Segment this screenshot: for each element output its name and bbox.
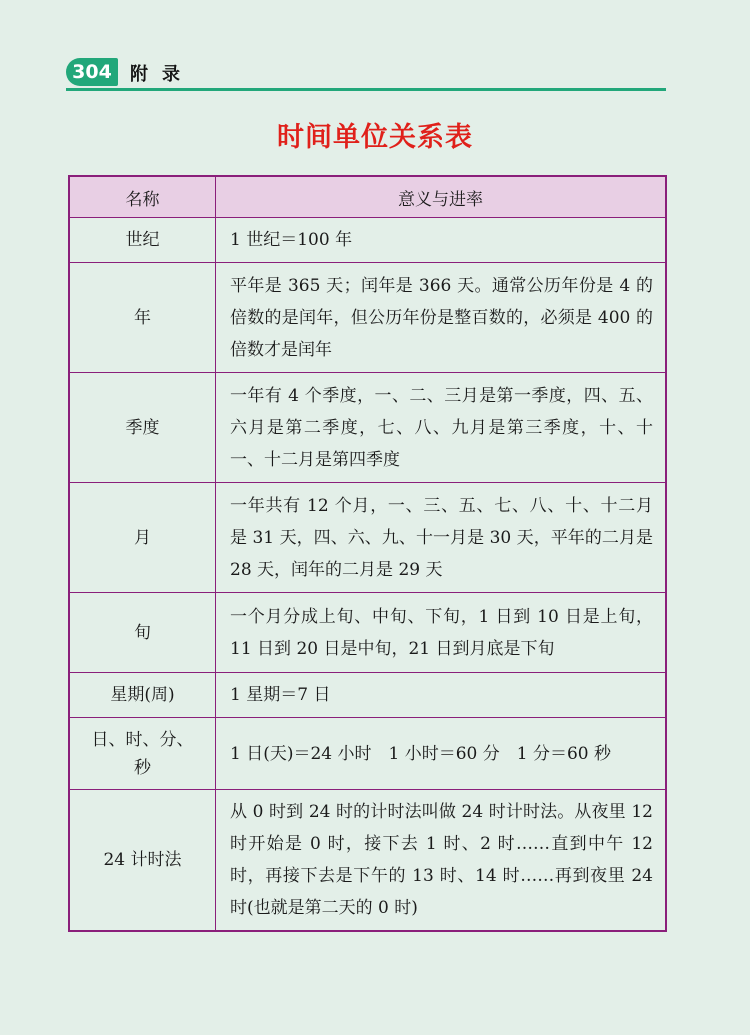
section-label: 附录	[130, 64, 194, 85]
table-row	[69, 218, 666, 263]
row-desc: 1 星期＝7 日	[216, 673, 667, 718]
row-name: 年	[69, 263, 216, 373]
row-desc: 1 世纪＝100 年	[216, 218, 667, 263]
page-title: 时间单位关系表	[277, 122, 473, 153]
row-name: 星期(周)	[69, 673, 216, 718]
table-row	[69, 263, 666, 373]
row-desc: 一个月分成上旬、中旬、下旬，1 日到 10 日是上旬，11 日到 20 日是中旬，21 日到月底是下旬	[216, 593, 667, 673]
table-row	[69, 718, 666, 790]
header-rule	[66, 88, 666, 91]
table-row	[69, 790, 666, 932]
row-desc: 一年有 4 个季度，一、二、三月是第一季度，四、五、六月是第二季度，七、八、九月是第三季度，十、十一、十二月是第四季度	[216, 373, 667, 483]
row-name: 日、时、分、秒	[69, 718, 216, 790]
row-name: 月	[69, 483, 216, 593]
table-row	[69, 373, 666, 483]
table-row	[69, 673, 666, 718]
page-header	[66, 56, 666, 90]
row-desc: 从 0 时到 24 时的计时法叫做 24 时计时法。从夜里 12 时开始是 0 时，接下去 1 时、2 时……直到中午 12 时，再接下去是下午的 13 时、14 时……再到夜里 24 时(也就是第二天的 0 时)	[216, 790, 667, 932]
row-name: 24 计时法	[69, 790, 216, 932]
table-row	[69, 483, 666, 593]
row-desc: 平年是 365 天；闰年是 366 天。通常公历年份是 4 的倍数的是闰年，但公历年份是整百数的，必须是 400 的倍数才是闰年	[216, 263, 667, 373]
column-header-name: 名称	[69, 176, 216, 218]
row-desc: 一年共有 12 个月，一、三、五、七、八、十、十二月是 31 天，四、六、九、十一月是 30 天，平年的二月是 28 天，闰年的二月是 29 天	[216, 483, 667, 593]
table-row	[69, 593, 666, 673]
row-desc: 1 日(天)＝24 小时 1 小时＝60 分 1 分＝60 秒	[216, 718, 667, 790]
row-name: 世纪	[69, 218, 216, 263]
row-name: 旬	[69, 593, 216, 673]
time-units-table	[68, 175, 667, 932]
column-header-desc: 意义与进率	[216, 176, 667, 218]
table-header-row	[69, 176, 666, 218]
page-number: 304	[66, 58, 118, 86]
row-name: 季度	[69, 373, 216, 483]
